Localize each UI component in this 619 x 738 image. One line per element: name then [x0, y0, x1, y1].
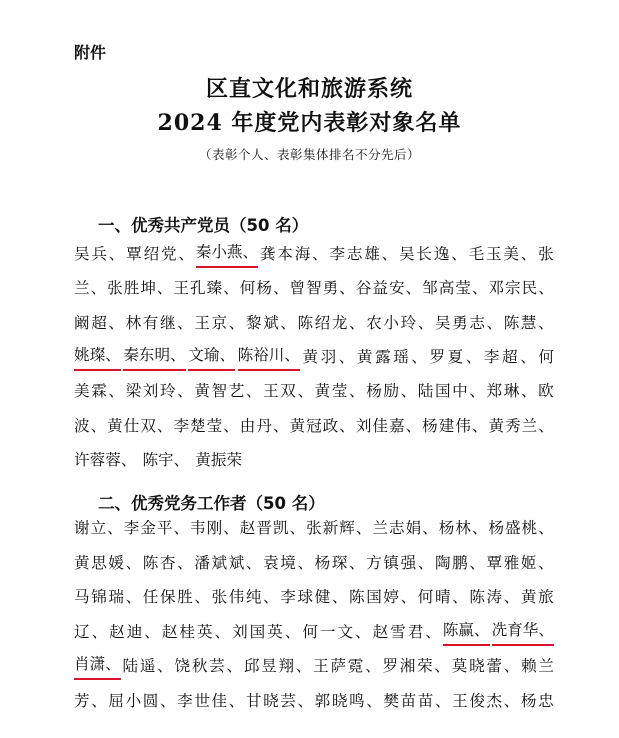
section2-line: 黄 思 媛 、 陈 杏 、 潘 斌 斌 、 袁 境 、 杨 琛 、 方 镇 强 、 陶 鹏 、 覃 雅 姬 、: [74, 553, 554, 572]
document-subtitle: （表彰个人、表彰集体排名不分先后）: [198, 147, 420, 162]
document-title-line1: 区直文化和旅游系统: [205, 76, 413, 102]
section1-line: 波 、 黄 仕 双 、 李 楚 莹 、 由 丹 、 黄 冠 政 、 刘 佳 嘉 、 杨 建 伟 、 黄 秀 兰 、: [74, 416, 554, 435]
section1-line: 姚璨、 秦东明、 文瑜、 陈裕川、 黄 羽 、 黄 露 瑶 、 罗 夏 、 李 超 、 何: [74, 343, 554, 371]
section1-line: 兰 、 张 胜 坤 、 王 孔 臻 、 何 杨 、 曾 智 勇 、 谷 益 安 、 邹 高 莹 、 邓 宗 民 、: [74, 279, 554, 298]
highlighted-name: 秦东明、: [123, 343, 185, 371]
section1-line: 美 霖 、 梁 刘 玲 、 黄 智 艺 、 王 双 、 黄 莹 、 杨 励 、 陆 国 中 、 郑 琳 、 欧: [74, 382, 554, 401]
attachment-label: 附件: [74, 43, 107, 62]
section1-line: 吴 兵 、 覃 绍 党 、 秦小燕、 龚 本 海 、 李 志 雄 、 吴 长 逸 、 毛 玉 美 、 张: [74, 240, 554, 268]
section-heading-party-members: 一、优秀共产党员（50 名）: [98, 216, 309, 235]
section2-line: 肖潇、 陆 遥 、 饶 秋 芸 、 邱 昱 翔 、 王 萨 霓 、 罗 湘 荣 、 莫 晓 蕾 、 赖 兰: [74, 652, 554, 680]
section2-line: 辽 、 赵 迪 、 赵 桂 英 、 刘 国 英 、 何 一 文 、 赵 雪 君 、 陈赢、 冼育华、: [74, 618, 554, 646]
highlighted-name: 秦小燕、: [196, 240, 258, 268]
highlighted-name: 肖潇、: [74, 652, 121, 680]
highlighted-name: 冼育华、: [492, 618, 554, 646]
section2-line: 马 锦 瑞 、 任 保 胜 、 张 伟 纯 、 李 球 健 、 陈 国 婷 、 何 晴 、 陈 涛 、 黄 旅: [74, 588, 554, 607]
highlighted-name: 陈裕川、: [238, 343, 300, 371]
section1-line: 阚 超 、 林 有 继 、 王 京 、 黎 斌 、 陈 绍 龙 、 农 小 玲 、 吴 勇 志 、 陈 慧 、: [74, 313, 554, 332]
section2-line: 谢 立 、 李 金 平 、 韦 刚 、 赵 晋 凯 、 张 新 辉 、 兰 志 娟 、 杨 林 、 杨 盛 桃 、: [74, 519, 554, 537]
highlighted-name: 姚璨、: [74, 343, 121, 371]
highlighted-name: 陈赢、: [443, 618, 490, 646]
document-title-line2: 2024 年度党内表彰对象名单: [157, 110, 462, 136]
highlighted-name: 文瑜、: [188, 343, 235, 371]
section2-line: 芳 、 屈 小 圆 、 李 世 佳 、 甘 晓 芸 、 郭 晓 鸣 、 樊 苗 苗 、 王 俊 杰 、 杨 忠: [74, 692, 554, 710]
section1-line: 许 蓉 蓉 、 陈 宇 、 黄 振 荣: [74, 450, 243, 469]
section-heading-party-workers: 二、优秀党务工作者（50 名）: [98, 494, 325, 513]
